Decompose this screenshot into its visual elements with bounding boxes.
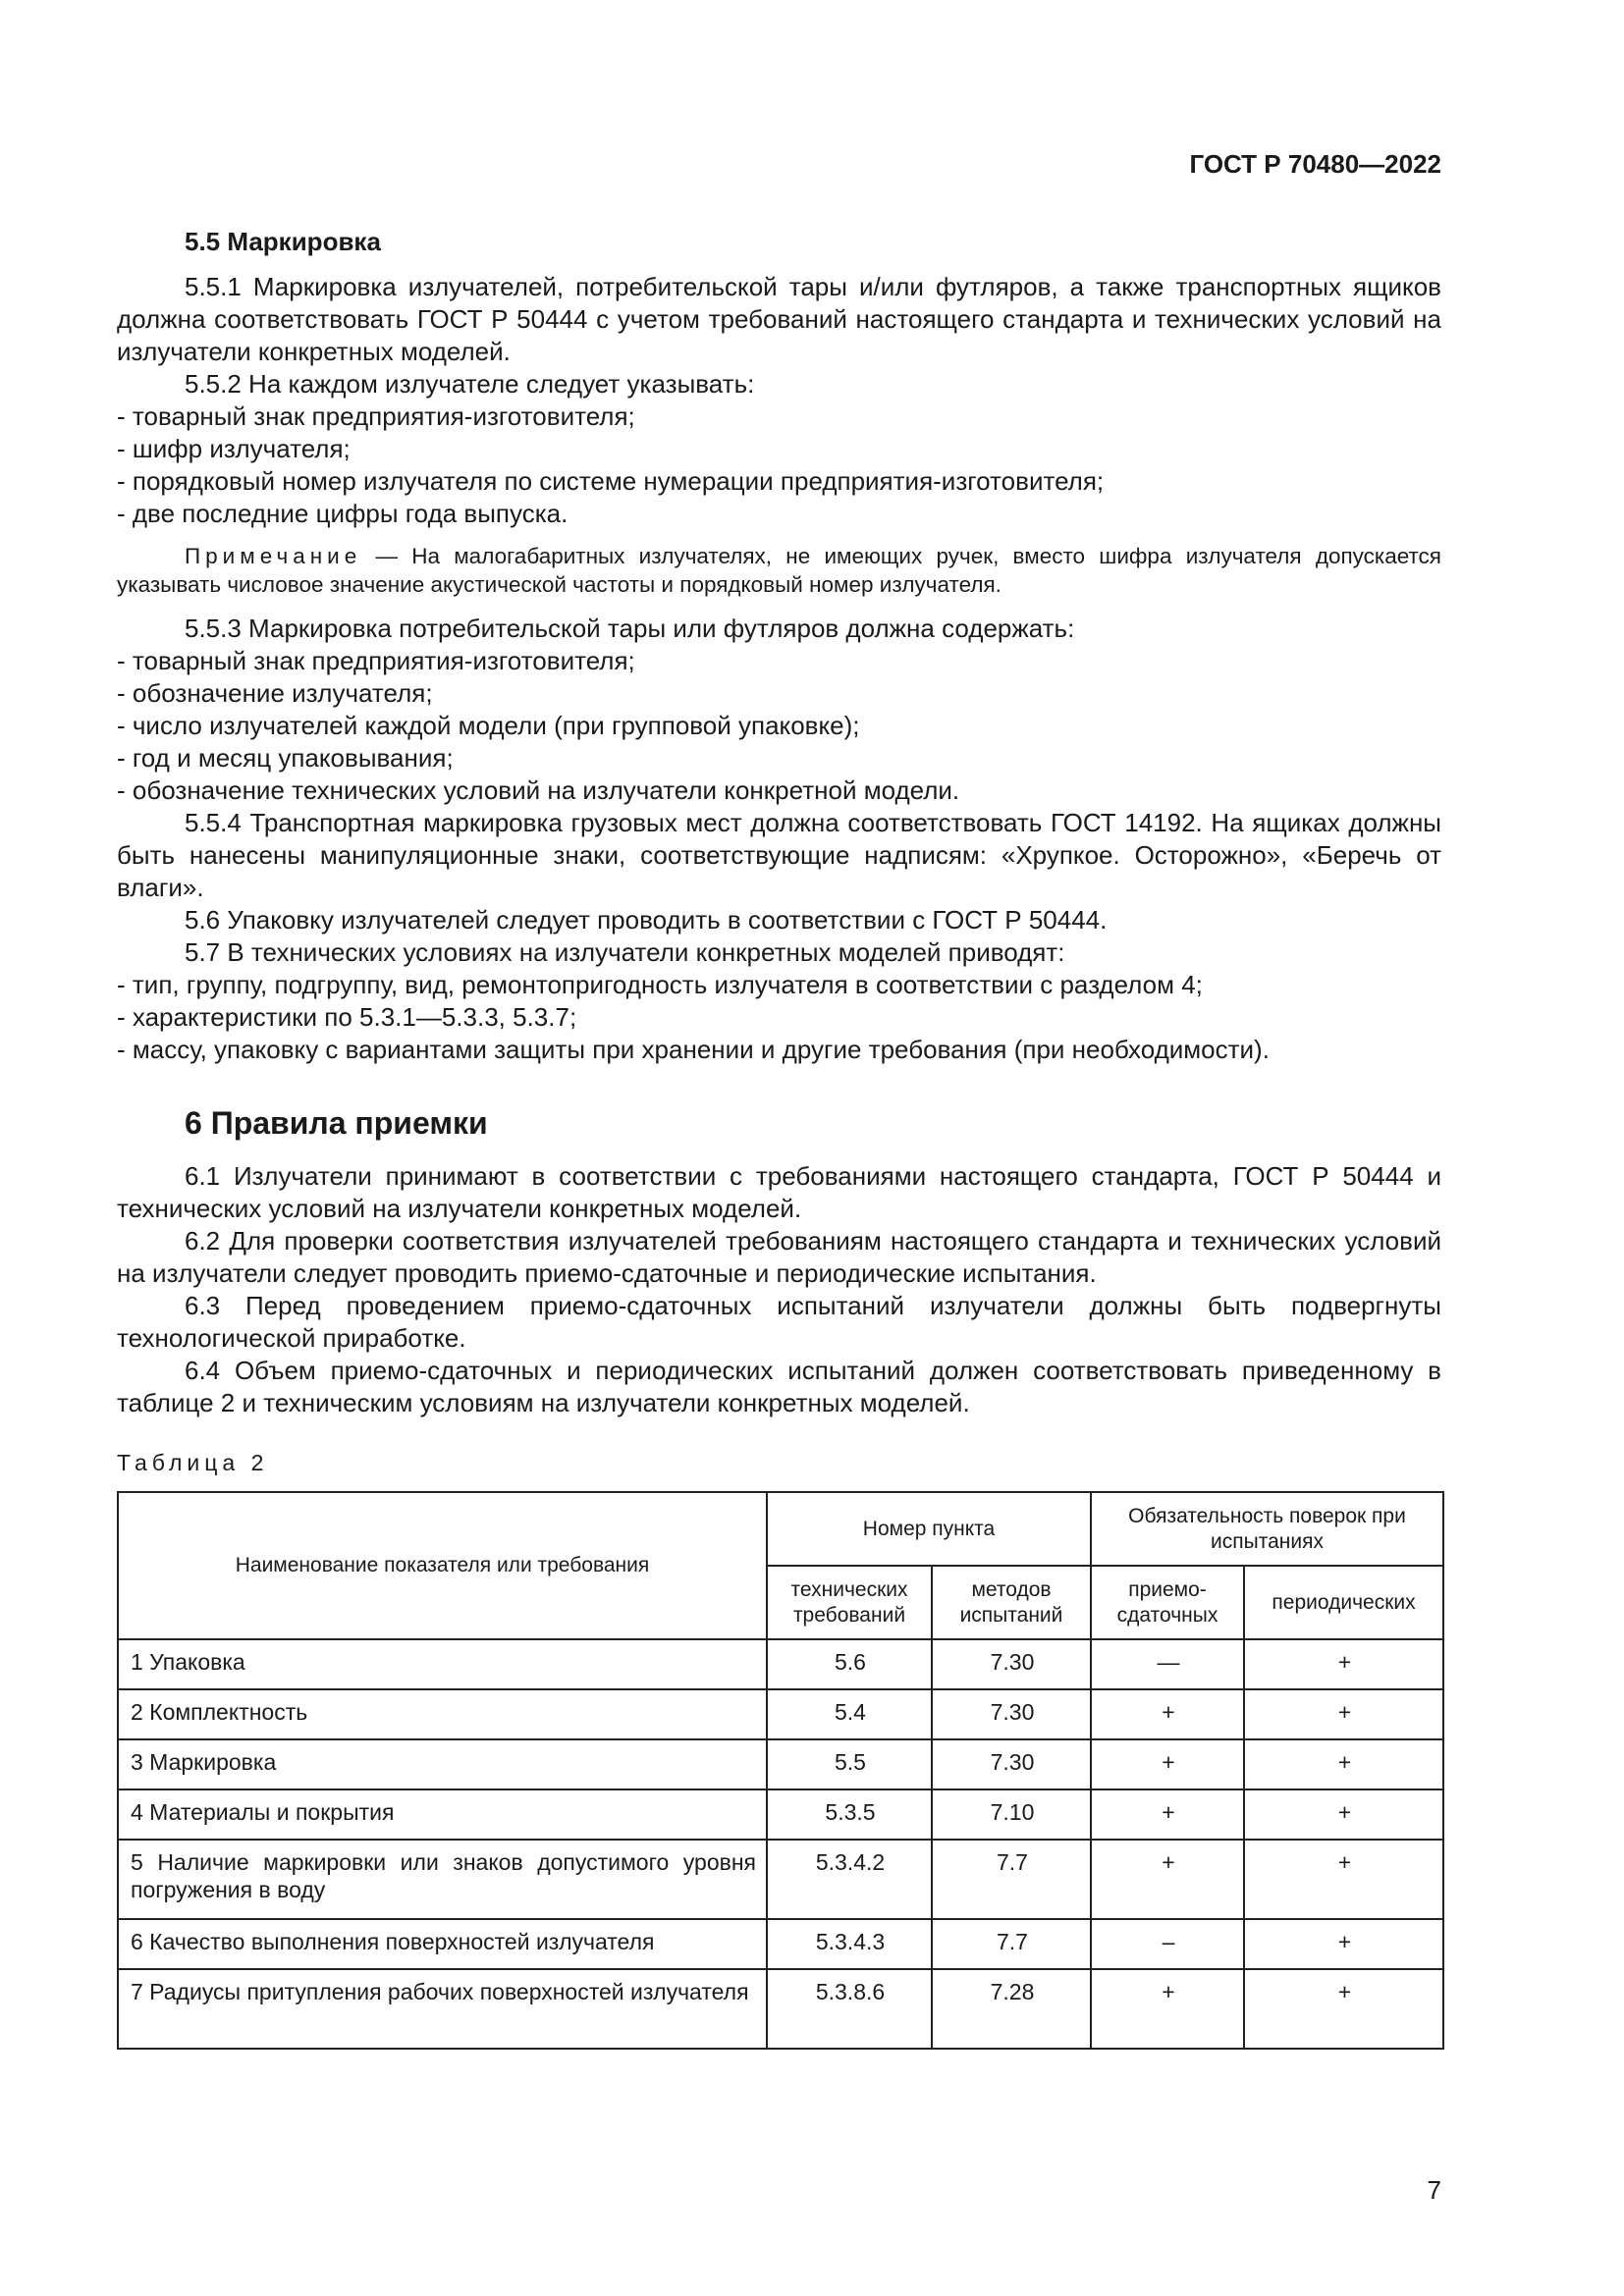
row-periodic-mark: + xyxy=(1244,1919,1443,1969)
list-item: - шифр излучателя; xyxy=(117,434,351,463)
table-row xyxy=(118,1919,1443,1969)
row-tech-clause: 5.3.5 xyxy=(767,1789,932,1840)
list-item: - порядковый номер излучателя по системе нумерации предприятия-изготовителя; xyxy=(117,466,1105,496)
paragraph-5-5-3: 5.5.3 Маркировка потребительской тары или футляров должна содержать: xyxy=(185,614,1075,643)
row-periodic-mark: + xyxy=(1244,1789,1443,1840)
row-method-clause: 7.7 xyxy=(932,1919,1091,1969)
section-6-heading: 6 Правила приемки xyxy=(185,1105,488,1141)
document-id-header: ГОСТ Р 70480—2022 xyxy=(1189,149,1441,179)
row-tech-clause: 5.5 xyxy=(767,1739,932,1789)
table-row xyxy=(118,1689,1443,1739)
table-row xyxy=(118,1739,1443,1789)
note xyxy=(117,542,1441,599)
list-item: - тип, группу, подгруппу, вид, ремонтопригодность излучателя в соответствии с разделом 4; xyxy=(117,970,1203,999)
row-name: 5 Наличие маркировки или знаков допустимого уровня погружения в воду xyxy=(118,1840,767,1919)
paragraph-5-5-2: 5.5.2 На каждом излучателе следует указывать: xyxy=(185,369,755,399)
row-acceptance-mark: + xyxy=(1091,1689,1244,1739)
requirements-table xyxy=(117,1491,1444,2050)
list-item: - массу, упаковку с вариантами защиты при хранении и другие требования (при необходимости). xyxy=(117,1035,1270,1064)
row-tech-clause: 5.3.4.3 xyxy=(767,1919,932,1969)
page-number: 7 xyxy=(1427,2175,1441,2205)
table-row xyxy=(118,1840,1443,1919)
paragraph-6-3: 6.3 Перед проведением приемо-сдаточных испытаний излучатели должны быть подвергнуты технологической приработке. xyxy=(117,1291,1441,1353)
note-text: — На малогабаритных излучателях, не имеющих ручек, вместо шифра излучателя допускается указывать числовое значение акустической частоты и порядковый номер излучателя. xyxy=(117,544,1441,597)
list-item: - характеристики по 5.3.1—5.3.3, 5.3.7; xyxy=(117,1002,577,1032)
list-item: - две последние цифры года выпуска. xyxy=(117,499,568,528)
section-5-5-heading: 5.5 Маркировка xyxy=(185,227,381,256)
row-method-clause: 7.30 xyxy=(932,1739,1091,1789)
row-periodic-mark: + xyxy=(1244,1840,1443,1919)
list-item: - обозначение излучателя; xyxy=(117,678,433,708)
header-acceptance: приемо-сдаточных xyxy=(1091,1566,1244,1639)
row-periodic-mark: + xyxy=(1244,1739,1443,1789)
row-acceptance-mark: + xyxy=(1091,1739,1244,1789)
paragraph-6-2: 6.2 Для проверки соответствия излучателей требованиям настоящего стандарта и технических условий на излучатели следует проводить приемо-сдаточные и периодические испытания. xyxy=(117,1226,1441,1288)
row-method-clause: 7.7 xyxy=(932,1840,1091,1919)
table-row xyxy=(118,1789,1443,1840)
list-item: - обозначение технических условий на излучатели конкретной модели. xyxy=(117,775,960,805)
table-caption: Таблица 2 xyxy=(117,1450,269,1475)
header-name: Наименование показателя или требования xyxy=(118,1492,767,1639)
row-periodic-mark: + xyxy=(1244,1689,1443,1739)
paragraph-6-1: 6.1 Излучатели принимают в соответствии с требованиями настоящего стандарта, ГОСТ Р 50444 и технических условий на излучатели конкретных моделей. xyxy=(117,1161,1441,1223)
list-item: - число излучателей каждой модели (при групповой упаковке); xyxy=(117,711,860,740)
header-clause-number: Номер пункта xyxy=(767,1492,1091,1566)
note-label: Примечание xyxy=(185,544,362,568)
row-name: 2 Комплектность xyxy=(118,1689,767,1739)
row-tech-clause: 5.3.8.6 xyxy=(767,1969,932,2049)
row-acceptance-mark: + xyxy=(1091,1969,1244,2049)
row-method-clause: 7.30 xyxy=(932,1639,1091,1689)
row-tech-clause: 5.6 xyxy=(767,1639,932,1689)
paragraph-5-5-1: 5.5.1 Маркировка излучателей, потребительской тары и/или футляров, а также транспортных ящиков должна соответствовать ГОСТ Р 50444 с учетом требований настоящего стандарта и технических условий на излучатели конкретных моделей. xyxy=(117,272,1441,366)
row-acceptance-mark: + xyxy=(1091,1789,1244,1840)
row-method-clause: 7.10 xyxy=(932,1789,1091,1840)
row-periodic-mark: + xyxy=(1244,1639,1443,1689)
header-test-methods: методов испытаний xyxy=(932,1566,1091,1639)
list-item: - товарный знак предприятия-изготовителя; xyxy=(117,646,635,675)
row-acceptance-mark: – xyxy=(1091,1919,1244,1969)
row-method-clause: 7.30 xyxy=(932,1689,1091,1739)
header-mandatory-checks: Обязательность поверок при испытаниях xyxy=(1091,1492,1443,1566)
paragraph-6-4: 6.4 Объем приемо-сдаточных и периодических испытаний должен соответствовать приведенному в таблице 2 и техническим условиям на излучатели конкретных моделей. xyxy=(117,1356,1441,1417)
list-item: - товарный знак предприятия-изготовителя; xyxy=(117,401,635,431)
paragraph-5-6: 5.6 Упаковку излучателей следует проводить в соответствии с ГОСТ Р 50444. xyxy=(185,905,1108,934)
row-name: 7 Радиусы притупления рабочих поверхностей излучателя xyxy=(118,1969,767,2049)
table-row xyxy=(118,1969,1443,2049)
row-name: 6 Качество выполнения поверхностей излучателя xyxy=(118,1919,767,1969)
header-periodic: периодических xyxy=(1244,1566,1443,1639)
table-row xyxy=(118,1639,1443,1689)
row-tech-clause: 5.3.4.2 xyxy=(767,1840,932,1919)
row-name: 4 Материалы и покрытия xyxy=(118,1789,767,1840)
row-periodic-mark: + xyxy=(1244,1969,1443,2049)
paragraph-5-7: 5.7 В технических условиях на излучатели конкретных моделей приводят: xyxy=(185,937,1065,967)
row-name: 3 Маркировка xyxy=(118,1739,767,1789)
header-tech-requirements: технических требований xyxy=(767,1566,932,1639)
list-item: - год и месяц упаковывания; xyxy=(117,743,454,773)
row-method-clause: 7.28 xyxy=(932,1969,1091,2049)
row-acceptance-mark: + xyxy=(1091,1840,1244,1919)
row-acceptance-mark: — xyxy=(1091,1639,1244,1689)
paragraph-5-5-4: 5.5.4 Транспортная маркировка грузовых мест должна соответствовать ГОСТ 14192. На ящиках должны быть нанесены манипуляционные знаки, соответствующие надписям: «Хрупкое. Осторожно», «Беречь от влаги». xyxy=(117,808,1441,902)
row-name: 1 Упаковка xyxy=(118,1639,767,1689)
page-content xyxy=(117,226,1441,2050)
row-tech-clause: 5.4 xyxy=(767,1689,932,1739)
